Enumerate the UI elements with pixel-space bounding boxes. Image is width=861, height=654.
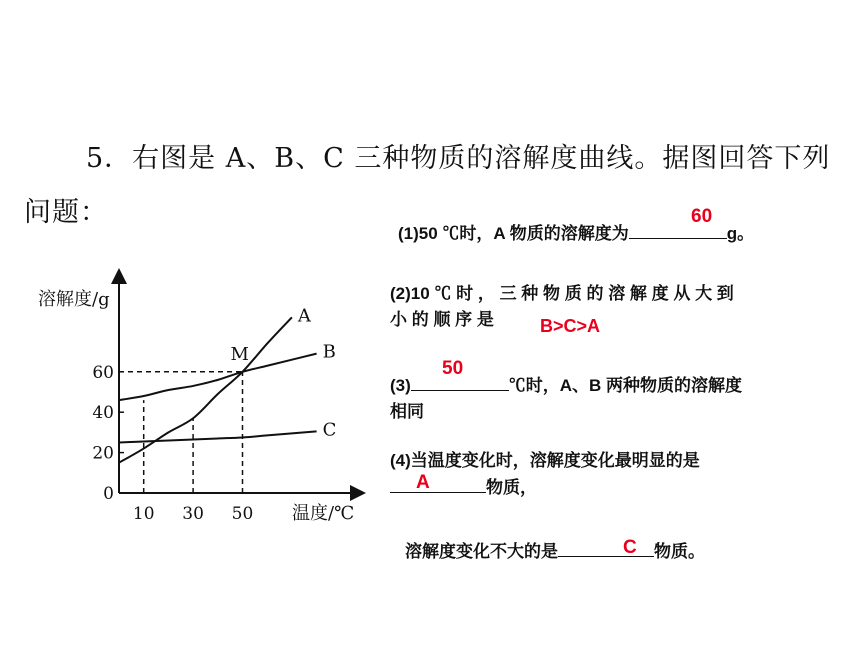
- q3-line2: 相同: [390, 402, 424, 421]
- q2-line2: 小 的 顺 序 是: [390, 310, 494, 329]
- problem-heading: 5．右图是 A、B、C 三种物质的溶解度曲线。据图回答下列: [86, 143, 831, 174]
- x-axis-label: 温度/℃: [292, 503, 355, 524]
- q4-answer: A: [416, 472, 430, 493]
- y-tick-label: 0: [103, 484, 114, 504]
- series-label-a: A: [297, 305, 311, 327]
- curve-c: [119, 431, 317, 442]
- q1-unit: g。: [726, 224, 755, 243]
- x-tick-label: 50: [231, 504, 254, 524]
- y-tick-label: 40: [92, 403, 114, 424]
- q4-line1: (4)当温度变化时，溶解度变化最明显的是: [390, 451, 700, 470]
- y-tick-label: 60: [92, 362, 114, 383]
- q2-answer: B>C>A: [540, 316, 601, 336]
- q5-answer: C: [623, 537, 637, 558]
- x-tick-label: 10: [132, 504, 155, 524]
- q2-line1: (2)10 ℃ 时 ， 三 种 物 质 的 溶 解 度 从 大 到: [390, 284, 734, 303]
- q1-text: (1)50 ℃时，A 物质的溶解度为: [398, 224, 629, 243]
- y-tick-label: 20: [92, 443, 114, 464]
- q3-text: (3): [390, 376, 411, 395]
- q4-tail: 物质，: [486, 478, 537, 497]
- series-label-c: C: [322, 419, 337, 441]
- q3-answer: 50: [442, 358, 464, 379]
- series-label-b: B: [322, 341, 336, 363]
- q5-text: 溶解度变化不大的是: [405, 542, 558, 561]
- point-label-m: M: [230, 343, 249, 365]
- x-tick-label: 30: [182, 504, 204, 524]
- y-axis-label: 溶解度/g: [38, 289, 110, 310]
- problem-heading-cont: 问题：: [24, 197, 108, 228]
- q3-tail: ℃时，A、B 两种物质的溶解度: [508, 376, 743, 395]
- q1-answer: 60: [691, 206, 713, 227]
- q5-tail: 物质。: [654, 542, 705, 561]
